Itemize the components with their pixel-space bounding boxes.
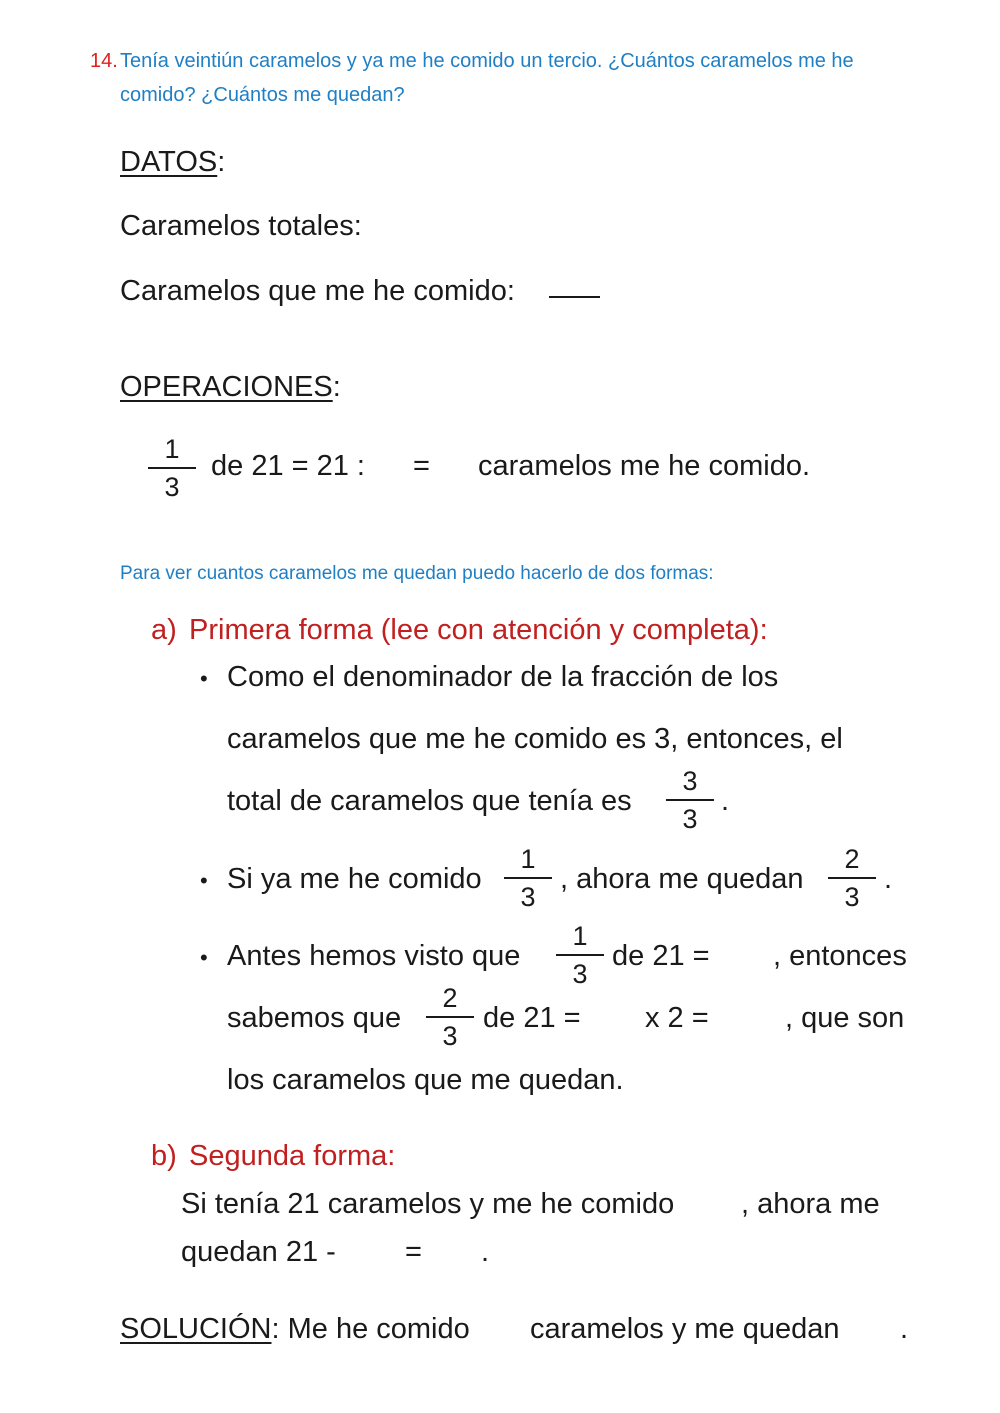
operation-part-2: caramelos me he comido. bbox=[478, 450, 811, 482]
total-fraction bbox=[666, 765, 714, 835]
fraction-bar bbox=[504, 877, 552, 879]
bullet-1: • bbox=[200, 666, 208, 691]
fraction-denominator: 3 bbox=[844, 882, 860, 912]
total-label: Caramelos totales: bbox=[120, 210, 362, 242]
datos-heading: DATOS bbox=[120, 146, 218, 178]
question-line-1: Tenía veintiún caramelos y ya me he comido un tercio. ¿Cuántos caramelos me he bbox=[120, 50, 854, 72]
bullet-2-period: . bbox=[884, 863, 893, 895]
second-way-label: b) bbox=[151, 1140, 177, 1172]
fraction-numerator: 3 bbox=[682, 766, 698, 796]
datos-heading-wrap bbox=[120, 146, 225, 179]
fraction-numerator: 2 bbox=[844, 844, 860, 874]
fraction-denominator: 3 bbox=[442, 1021, 458, 1051]
bullet-2-part-2: , ahora me quedan bbox=[560, 863, 804, 895]
fraction-bar bbox=[828, 877, 876, 879]
bullet-3-part-3: , entonces bbox=[773, 940, 907, 972]
operaciones-colon: : bbox=[332, 371, 341, 403]
bullet-3: • bbox=[200, 945, 208, 970]
fraction-bar bbox=[666, 799, 714, 801]
second-way-line-2-part-1: quedan 21 - bbox=[181, 1236, 336, 1268]
one-third-fraction bbox=[556, 920, 604, 990]
bullet-3-line-3: los caramelos que me quedan. bbox=[227, 1064, 624, 1096]
fraction-bar bbox=[426, 1016, 474, 1018]
bullet-3-line-2-part-4: , que son bbox=[785, 1002, 905, 1034]
first-way-label: a) bbox=[151, 614, 177, 646]
solution-line bbox=[120, 1313, 470, 1346]
bullet-3-line-2-part-2: de 21 = bbox=[483, 1002, 581, 1034]
fraction-denominator: 3 bbox=[520, 882, 536, 912]
question-number: 14. bbox=[90, 50, 118, 72]
bullet-1-line-2: caramelos que me he comido es 3, entonces, el bbox=[227, 723, 843, 755]
datos-colon: : bbox=[217, 146, 226, 178]
fraction-denominator: 3 bbox=[164, 472, 180, 502]
operaciones-heading-wrap bbox=[120, 371, 341, 404]
second-way-title: Segunda forma: bbox=[189, 1140, 396, 1172]
remaining-fraction bbox=[828, 843, 876, 913]
operaciones-heading: OPERACIONES bbox=[120, 371, 333, 403]
hint-text: Para ver cuantos caramelos me quedan puedo hacerlo de dos formas: bbox=[120, 563, 714, 584]
bullet-1-line-1: Como el denominador de la fracción de los bbox=[227, 661, 779, 693]
fraction-denominator: 3 bbox=[682, 804, 698, 834]
second-way-line-2-part-3: . bbox=[481, 1236, 490, 1268]
second-way-line-2-part-2: = bbox=[405, 1236, 422, 1268]
eaten-label: Caramelos que me he comido: bbox=[120, 275, 515, 307]
operation-equals: = bbox=[413, 450, 430, 482]
solution-part-2: caramelos y me quedan bbox=[530, 1313, 840, 1345]
second-way-line-1-part-1: Si tenía 21 caramelos y me he comido bbox=[181, 1188, 675, 1220]
solution-period: . bbox=[900, 1313, 909, 1345]
fraction-numerator: 1 bbox=[520, 844, 536, 874]
fraction-bar bbox=[148, 467, 196, 469]
fraction-numerator: 2 bbox=[442, 983, 458, 1013]
solution-part-1: : Me he comido bbox=[271, 1313, 470, 1345]
eaten-fraction-blank[interactable] bbox=[549, 296, 600, 298]
two-thirds-fraction bbox=[426, 982, 474, 1052]
solution-heading: SOLUCIÓN bbox=[120, 1313, 272, 1345]
bullet-1-period: . bbox=[721, 785, 730, 817]
second-way-line-1-part-2: , ahora me bbox=[741, 1188, 880, 1220]
bullet-3-line-2-part-3: x 2 = bbox=[645, 1002, 709, 1034]
fraction-numerator: 1 bbox=[164, 434, 180, 464]
first-way-title: Primera forma (lee con atención y completa): bbox=[189, 614, 768, 646]
bullet-3-line-2-part-1: sabemos que bbox=[227, 1002, 402, 1034]
bullet-1-line-3: total de caramelos que tenía es bbox=[227, 785, 632, 817]
operation-part-1: de 21 = 21 : bbox=[211, 450, 365, 482]
bullet-3-part-2: de 21 = bbox=[612, 940, 710, 972]
fraction-numerator: 1 bbox=[572, 921, 588, 951]
eaten-fraction bbox=[504, 843, 552, 913]
bullet-3-part-1: Antes hemos visto que bbox=[227, 940, 521, 972]
bullet-2: • bbox=[200, 868, 208, 893]
question-line-2: comido? ¿Cuántos me quedan? bbox=[120, 84, 405, 106]
bullet-2-part-1: Si ya me he comido bbox=[227, 863, 482, 895]
fraction-denominator: 3 bbox=[572, 959, 588, 989]
operation-fraction bbox=[148, 433, 196, 503]
fraction-bar bbox=[556, 954, 604, 956]
